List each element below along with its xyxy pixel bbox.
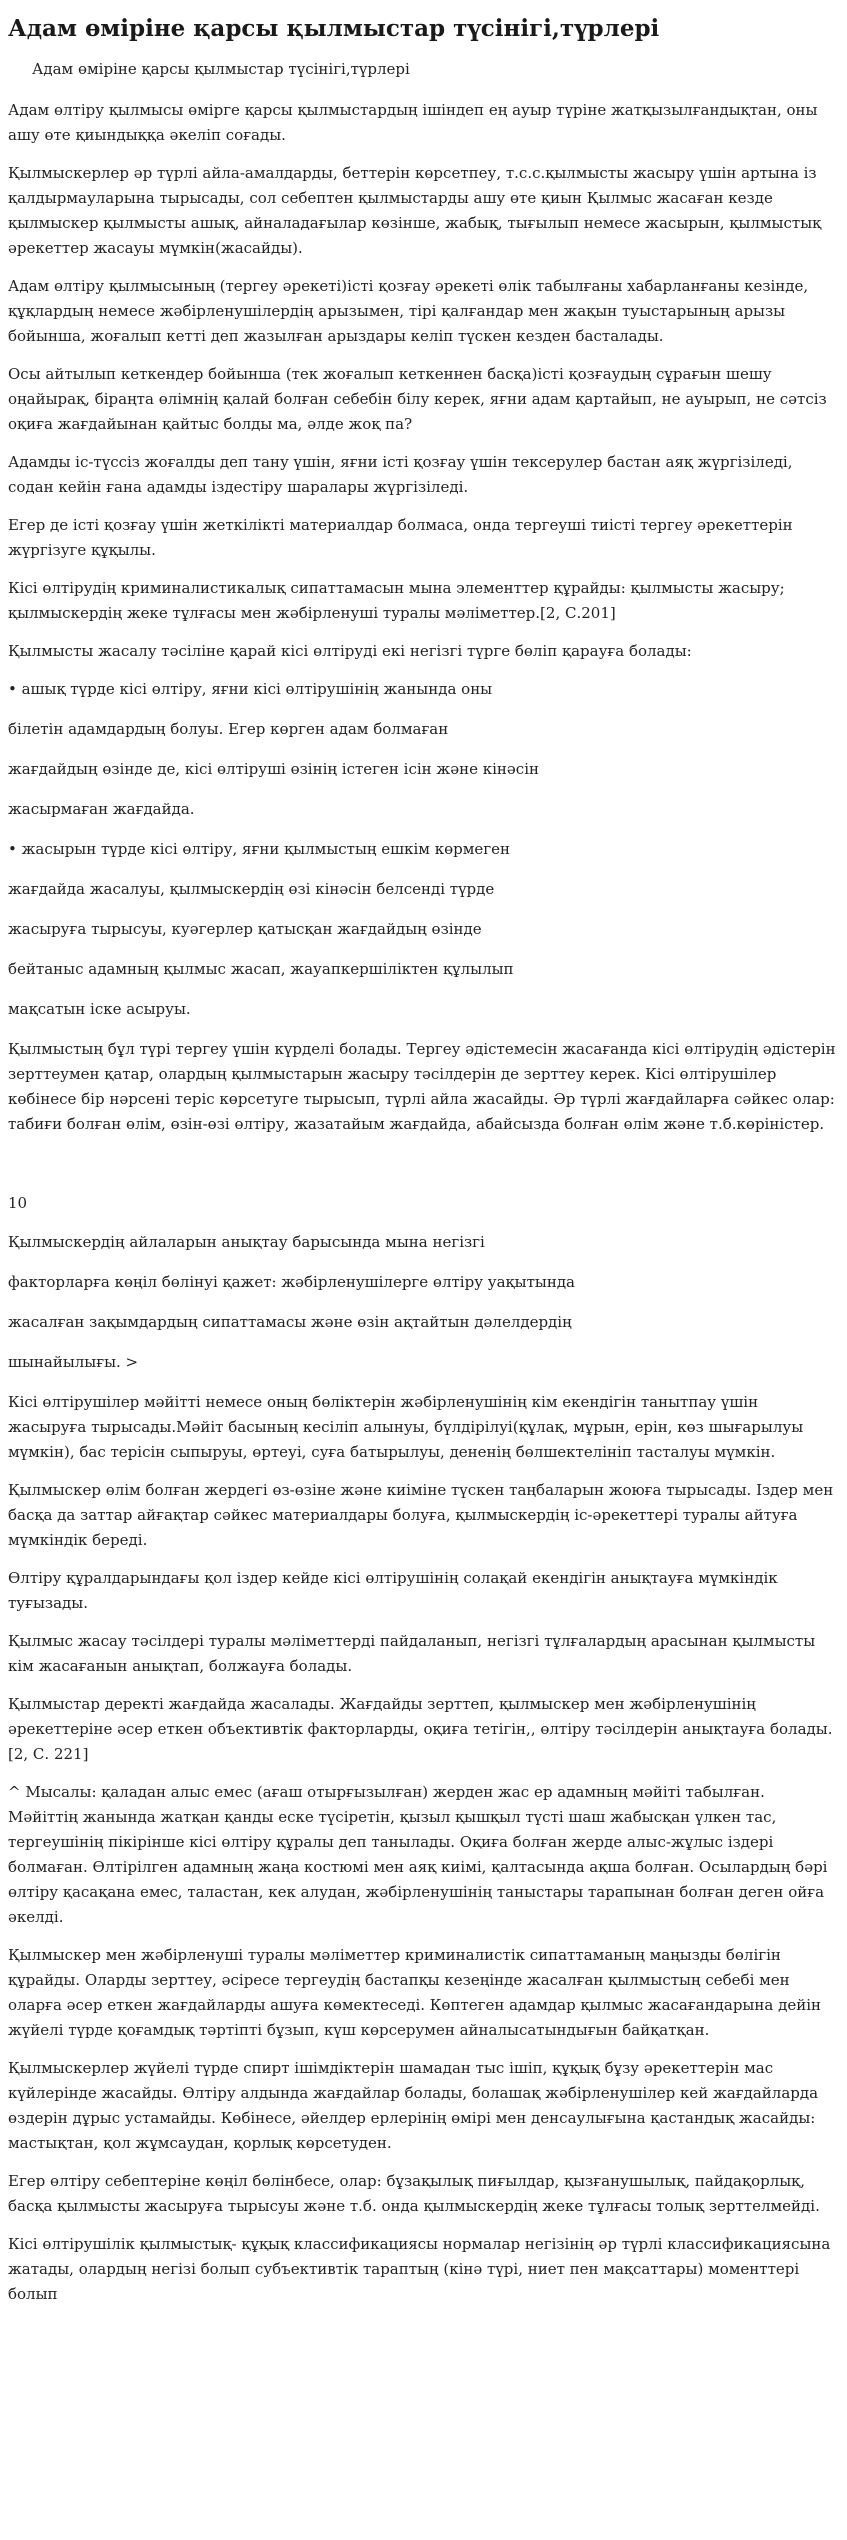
paragraph: Егер өлтіру себептеріне көңіл бөлінбесе, олар: бұзақылық пиғылдар, қызғанушылық, пайдақорлық, басқа қылмысты жасыруға тырысуы және т.б. онда қылмыскердің жеке тұлғасы толық зерттелмейді. [8, 2172, 820, 2215]
paragraph: Қылмыскерлер жүйелі түрде спирт ішімдіктерін шамадан тыс ішіп, құқық бұзу әрекеттерін мас күйлерінде жасайды. Өлтіру алдында жағдайлар болады, болашақ жәбірленушілер кей жағдайларда өздерін дұрыс устамайды. Көбінесе, әйелдер ерлерінің өмірі мен денсаулығына қастандық жасайды: мастықтан, қол жұмсаудан, қорлық көрсетуден. [8, 2059, 819, 2152]
list-line: жасалған зақымдардың сипаттамасы және өзін ақтайтын дәлелдердің [8, 1313, 572, 1331]
list-line: бейтаныс адамның қылмыс жасап, жауапкершіліктен құлылып [8, 960, 514, 978]
paragraph: Қылмыс жасау тәсілдері туралы мәліметтерді пайдаланып, негізгі тұлғалардың арасынан қылмысты кім жасағанын анықтап, болжауға болады. [8, 1632, 816, 1675]
paragraph: Қылмыстар деректі жағдайда жасалады. Жағдайды зерттеп, қылмыскер мен жәбірленушінің әрекеттеріне әсер еткен объективтік факторларды, оқиға тетігін,, өлтіру тәсілдерін анықтауға болады.[2, С. 221] [8, 1695, 833, 1763]
list-line: Қылмыскердің айлаларын анықтау барысында мына негізгі [8, 1233, 485, 1251]
paragraph: Қылмысты жасалу тәсіліне қарай кісі өлтіруді екі негізгі түрге бөліп қарауға болады: [8, 642, 692, 660]
paragraph: Адам өлтіру қылмысының (тергеу әрекеті)істі қозғау әрекеті өлік табылғаны хабарланғаны кезінде, құқлардың немесе жәбірленушілердің арызымен, тірі қалғандар мен жақын туыстарының арызы бойынша, жоғалып кетті деп жазылған арыздары келіп түскен кезден басталады. [8, 277, 809, 345]
paragraph: Осы айтылып кеткендер бойынша (тек жоғалып кеткеннен басқа)істі қозғаудың сұрағын шешу оңайырақ, біраңта өлімнің қалай болған себебін білу керек, яғни адам қартайып, не ауырып, не сәтсіз оқиға жағдайынан қайтыс болды ма, әлде жоқ па? [8, 365, 827, 433]
list-line: • ашық түрде кісі өлтіру, яғни кісі өлтірушінің жанында оны [8, 680, 493, 698]
list-line: мақсатын іске асыруы. [8, 1000, 191, 1018]
list-line: • жасырын түрде кісі өлтіру, яғни қылмыстың ешкім көрмеген [8, 840, 510, 858]
list-line: жасырмаған жағдайда. [8, 800, 195, 818]
paragraph: ^ Мысалы: қаладан алыс емес (ағаш отырғызылған) жерден жас ер адамның мәйіті табылған. Мәйіттің жанында жатқан қанды еске түсіретін, қызыл қышқыл түсті шаш жабысқан үлкен тас, тергеушінің пікірінше кісі өлтіру құралы деп танылады. Оқиға болған жерде алыс-жұлыс іздері болмаған. Өлтірілген адамның жаңа костюмі мен аяқ киімі, қалтасында ақша болған. Осылардың бәрі өлтіру қасақана емес, таластан, кек алудан, жәбірленушінің таныстары тарапынан болған деген ойға әкелді. [8, 1783, 828, 1926]
section-details [8, 1390, 837, 2307]
list-line: факторларға көңіл бөлінуі қажет: жәбірленушілерге өлтіру уақытында [8, 1273, 575, 1291]
paragraph: Егер де істі қозғау үшін жеткілікті материалдар болмаса, онда тергеуші тиісті тергеу әрекеттерін жүргізуге құқылы. [8, 516, 793, 559]
section-types-list [8, 677, 837, 1022]
list-line: жағдайда жасалуы, қылмыскердің өзі кінәсін белсенді түрде [8, 880, 495, 898]
page-number: 10 [8, 1194, 28, 1212]
list-line: жасыруға тырысуы, куәгерлер қатысқан жағдайдың өзінде [8, 920, 482, 938]
section-factors [8, 1230, 837, 1375]
paragraph: Кісі өлтірушілік қылмыстық- құқық классификациясы нормалар негізінің әр түрлі классификациясына жатады, олардың негізі болып субъективтік тараптың (кінә түрі, ниет пен мақсаттары) моменттері болып [8, 2235, 831, 2303]
paragraph: Адам өлтіру қылмысы өмірге қарсы қылмыстардың ішіндеп ең ауыр түріне жатқызылғандықтан, оны ашу өте қиындыққа әкеліп соғады. [8, 101, 818, 144]
paragraph: Қылмыскер мен жәбірленуші туралы мәліметтер криминалистік сипаттаманың маңызды бөлігін құрайды. Оларды зерттеу, әсіресе тергеудің бастапқы кезеңінде жасалған қылмыстың себебі мен оларға әсер еткен жағдайларды ашуға көмектеседі. Көптеген адамдар қылмыс жасағандарына дейін жүйелі түрде қоғамдық тәртіпті бұзып, күш көрсерумен айналысатындығын байқатқан. [8, 1946, 821, 2039]
list-line: білетін адамдардың болуы. Егер көрген адам болмаған [8, 720, 449, 738]
list-line: шынайылығы. > [8, 1353, 139, 1371]
list-line: жағдайдың өзінде де, кісі өлтіруші өзінің істеген ісін және кінәсін [8, 760, 539, 778]
paragraph: Адамды іс-түссіз жоғалды деп тану үшін, яғни істі қозғау үшін тексерулер бастан аяқ жүргізіледі, содан кейін ғана адамды іздестіру шаралары жүргізіледі. [8, 453, 793, 496]
paragraph: Кісі өлтірудің криминалистикалық сипаттамасын мына элементтер құрайды: қылмысты жасыру; қылмыскердің жеке тұлғасы мен жәбірленуші туралы мәліметтер.[2, С.201] [8, 579, 785, 622]
paragraph: Қылмыскер өлім болған жердегі өз-өзіне және киіміне түскен таңбаларын жоюға тырысады. Іздер мен басқа да заттар айғақтар сәйкес материалдары болуға, қылмыскердің іс-әрекеттері туралы айтуға мүмкіндік береді. [8, 1481, 834, 1549]
paragraph: Өлтіру құралдарындағы қол іздер кейде кісі өлтірушінің солақай екендігін анықтауға мүмкіндік туғызады. [8, 1569, 778, 1612]
paragraph: Қылмыскерлер әр түрлі айла-амалдарды, беттерін көрсетпеу, т.с.с.қылмысты жасыру үшін артына із қалдырмауларына тырысады, сол себептен қылмыстарды ашу өте қиын Қылмыс жасаған кезде қылмыскер қылмысты ашық, айналадағылар көзінше, жабық, тығылып немесе жасырын, қылмыстық әрекеттер жасауы мүмкін(жасайды). [8, 164, 822, 257]
page-title: Адам өміріне қарсы қылмыстар түсінігі,түрлері [8, 15, 660, 42]
paragraph: Кісі өлтірушілер мәйітті немесе оның бөліктерін жәбірленушінің кім екендігін танытпау үшін жасыруға тырысады.Мәйіт басының кесіліп алынуы, бүлдірілуі(құлақ, мұрын, ерін, көз шығарылуы мүмкін), бас терісін сыпыруы, өртеуі, суға батырылуы, дененің бөлшектелініп тасталуы мүмкін. [8, 1393, 804, 1461]
section-intro [8, 98, 837, 664]
paragraph: Қылмыстың бұл түрі тергеу үшін күрделі болады. Тергеу әдістемесін жасағанда кісі өлтірудің әдістерін зерттеумен қатар, олардың қылмыстарын жасыру тәсілдерін де зерттеу керек. Кісі өлтірушілер көбінесе бір нәрсені теріс көрсетуге тырысып, түрлі айла жасайды. Әр түрлі жағдайларға сәйкес олар: табиғи болған өлім, өзін-өзі өлтіру, жазатайым жағдайда, абайсызда болған өлім және т.б.көріністер. [8, 1040, 836, 1133]
subtitle: Адам өміріне қарсы қылмыстар түсінігі,түрлері [32, 60, 410, 78]
section-complex [8, 1037, 837, 1137]
